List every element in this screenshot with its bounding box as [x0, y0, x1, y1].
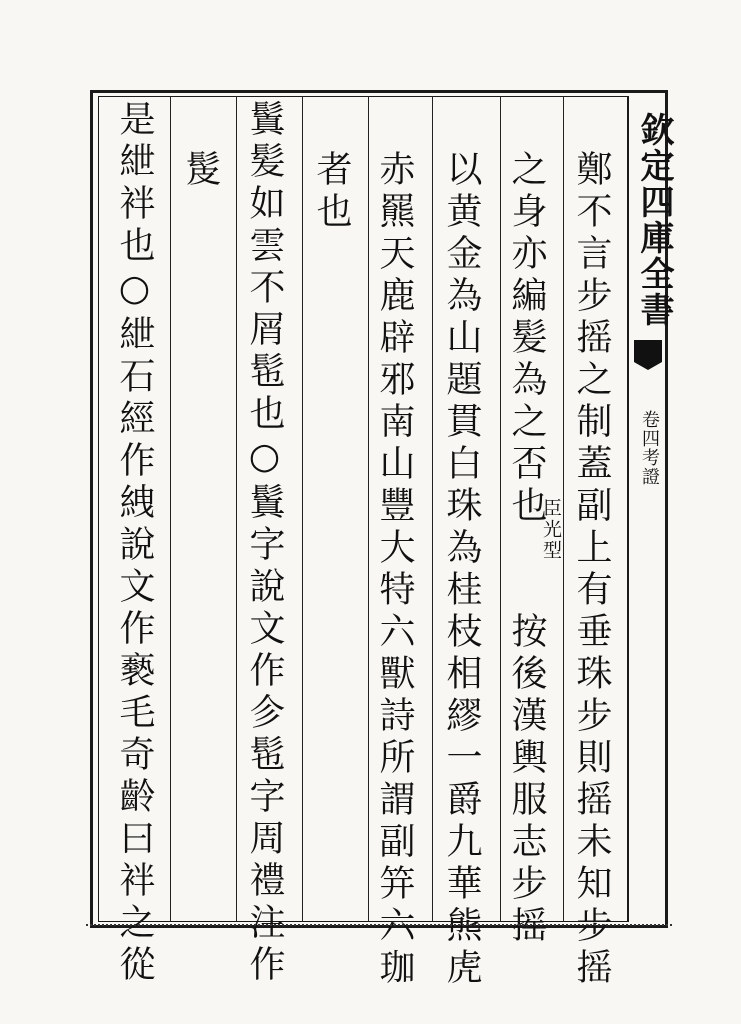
text-column-4: 赤羆天鹿辟邪南山豐大特六獸詩所謂副笄六珈 [374, 150, 415, 990]
column-rule [170, 96, 171, 922]
text-column-2-continued: 按後漢輿服志步摇 [506, 612, 547, 948]
text-column-1: 鄭不言步摇之制蓋副上有垂珠步則摇未知步摇 [571, 150, 612, 990]
page-edge-noise [86, 924, 672, 934]
text-column-7: 髲 [180, 150, 221, 192]
text-column-3: 以黄金為山題貫白珠為桂枝相繆一爵九華熊虎 [441, 150, 482, 990]
book-title: 欽定四庫全書 [634, 112, 674, 328]
text-column-5: 者也 [311, 150, 352, 234]
text-column-8: 是紲袢也○紲石經作絏說文作褻毛奇齡曰袢之從 [114, 100, 155, 987]
column-rule [236, 96, 237, 922]
text-column-6: 鬒髪如雲不屑髢也○鬒字說文作㐱髢字周禮注作 [244, 100, 285, 987]
column-rule [500, 96, 501, 922]
text-column-2: 之身亦編髪為之否也 [506, 150, 547, 528]
column-rule [432, 96, 433, 922]
volume-label: 卷四考證 [639, 410, 660, 486]
column-rule [302, 96, 303, 922]
text-column-2-note: 臣光型 [540, 498, 562, 561]
column-rule [368, 96, 369, 922]
fish-tail-mark [634, 340, 662, 362]
